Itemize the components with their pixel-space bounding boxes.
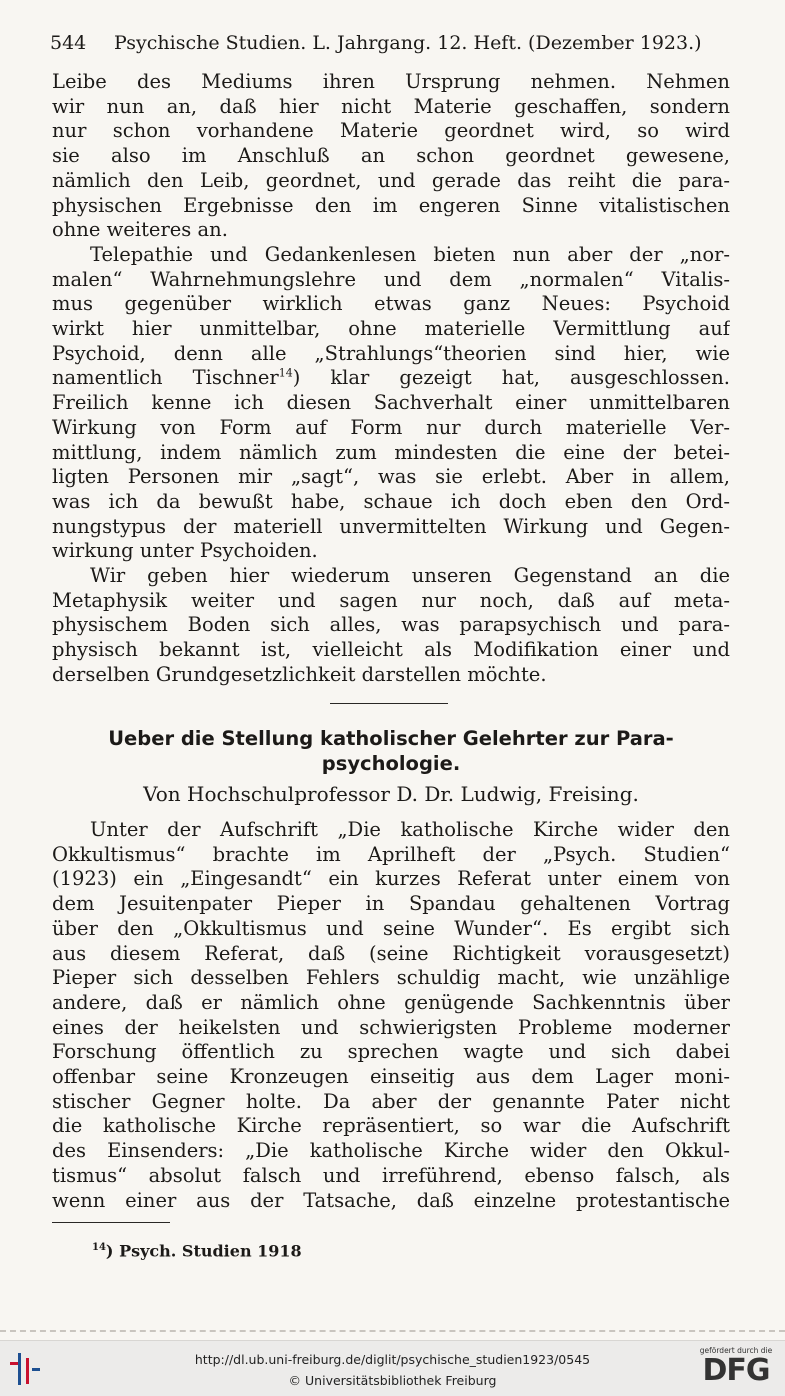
text-line: physischem Boden sich alles, was parapsychisch und para- [52,613,730,637]
text-line: (1923) ein „Eingesandt“ ein kurzes Referat unter einem von [52,867,730,891]
text-line: Metaphysik weiter und sagen nur noch, daß auf meta- [52,588,730,612]
text-fragment: namentlich Tischner [52,366,279,390]
running-header [50,28,730,58]
text-line: stischer Gegner holte. Da aber der genannte Pater nicht [52,1089,730,1113]
section-divider [330,703,448,704]
text-line: andere, daß er nämlich ohne genügende Sachkenntnis über [52,990,730,1014]
text-line: Okkultismus“ brachte im Aprilheft der „Psych. Studien“ [52,842,730,866]
text-fragment: ) klar gezeigt hat, ausgeschlossen. [292,366,730,390]
text-line: dem Jesuitenpater Pieper in Spandau gehaltenen Vortrag [52,892,730,916]
footnote-text: ) Psych. Studien 1918 [105,1241,302,1261]
footnote-reference: 14 [278,366,293,380]
text-line: Unter der Aufschrift „Die katholische Kirche wider den [90,818,730,841]
text-line: nur schon vorhandene Materie geordnet wird, so wird [52,119,730,143]
text-line: Freilich kenne ich diesen Sachverhalt einer unmittelbaren [52,391,730,415]
copyright-text: © Universitätsbibliothek Freiburg [288,1373,497,1388]
text-line: wenn einer aus der Tatsache, daß einzelne protestantische [52,1188,730,1212]
article-title-line: psychologie. [321,752,461,775]
text-line: Psychoid, denn alle „Strahlungs“theorien sind hier, wie [52,341,730,365]
text-line: derselben Grundgesetzlichkeit darstellen möchte. [52,662,547,686]
scan-artifact-line [0,1330,785,1336]
text-line: tismus“ absolut falsch und irreführend, ebenso falsch, als [52,1163,730,1187]
text-line: des Einsenders: „Die katholische Kirche wider den Okkul- [52,1139,730,1163]
text-line: sie also im Anschluß an schon geordnet gewesene, [52,144,730,168]
footnote [92,1237,302,1262]
text-line: was ich da bewußt habe, schaue ich doch eben den Ord- [52,489,730,513]
text-line: nämlich den Leib, geordnet, und gerade das reiht die para- [52,168,730,192]
text-line: physisch bekannt ist, vielleicht als Modifikation einer und [52,638,730,662]
page-number: 544 [50,32,87,54]
text-line: wirkung unter Psychoiden. [52,539,318,563]
running-title: Psychische Studien. L. Jahrgang. 12. Heft. (Dezember 1923.) [114,32,702,54]
text-line: Telepathie und Gedankenlesen bieten nun aber der „nor- [90,242,730,266]
text-line: Forschung öffentlich zu sprechen wagte und sich dabei [52,1040,730,1064]
footnote-number: 14 [92,1242,106,1253]
text-line: aus diesem Referat, daß (seine Richtigkeit vorausgesetzt) [52,941,730,965]
footnote-divider [52,1222,170,1223]
text-line: ligten Personen mir „sagt“, was sie erlebt. Aber in allem, [52,465,730,489]
text-line: mittlung, indem nämlich zum mindesten die eine der betei- [52,440,730,464]
text-line: offenbar seine Kronzeugen einseitig aus dem Lager moni- [52,1065,730,1088]
text-line: wir nun an, daß hier nicht Materie geschaffen, sondern [52,94,730,118]
source-url-link[interactable]: http://dl.ub.uni-freiburg.de/diglit/psychische_studien1923/0545 [194,1352,591,1367]
dfg-logo-text: DFG [702,1353,770,1388]
article-byline: Von Hochschulprofessor D. Dr. Ludwig, Freising. [143,782,639,806]
text-line: Wirkung von Form auf Form nur durch materielle Ver- [52,415,730,439]
text-line: physischen Ergebnisse den im engeren Sinne vitalistischen [52,193,730,217]
text-line: eines der heikelsten und schwierigsten Probleme moderner [52,1015,730,1039]
text-line: über den „Okkultismus und seine Wunder“. Es ergibt sich [52,916,730,940]
text-line: Wir geben hier wiederum unseren Gegenstand an die [90,564,730,587]
text-line-with-footnote [52,366,730,391]
text-line: Pieper sich desselben Fehlers schuldig macht, wie unzählige [52,966,730,990]
text-line: wirkt hier unmittelbar, ohne materielle Vermittlung auf [52,317,730,340]
text-line: Leibe des Mediums ihren Ursprung nehmen. Nehmen [52,70,730,93]
dfg-logo [695,1346,777,1390]
text-line: mus gegenüber wirklich etwas ganz Neues: Psychoid [52,292,730,316]
text-line: die katholische Kirche repräsentiert, so war die Aufschrift [52,1114,730,1138]
text-line: malen“ Wahrnehmungslehre und dem „normalen“ Vitalis- [52,267,730,291]
text-line: ohne weiteres an. [52,218,228,242]
dfg-caption: gefördert durch die [699,1346,773,1355]
article-title-line: Ueber die Stellung katholischer Gelehrter zur Para- [108,727,674,750]
text-line: nungstypus der materiell unvermittelten Wirkung und Gegen- [52,514,730,538]
